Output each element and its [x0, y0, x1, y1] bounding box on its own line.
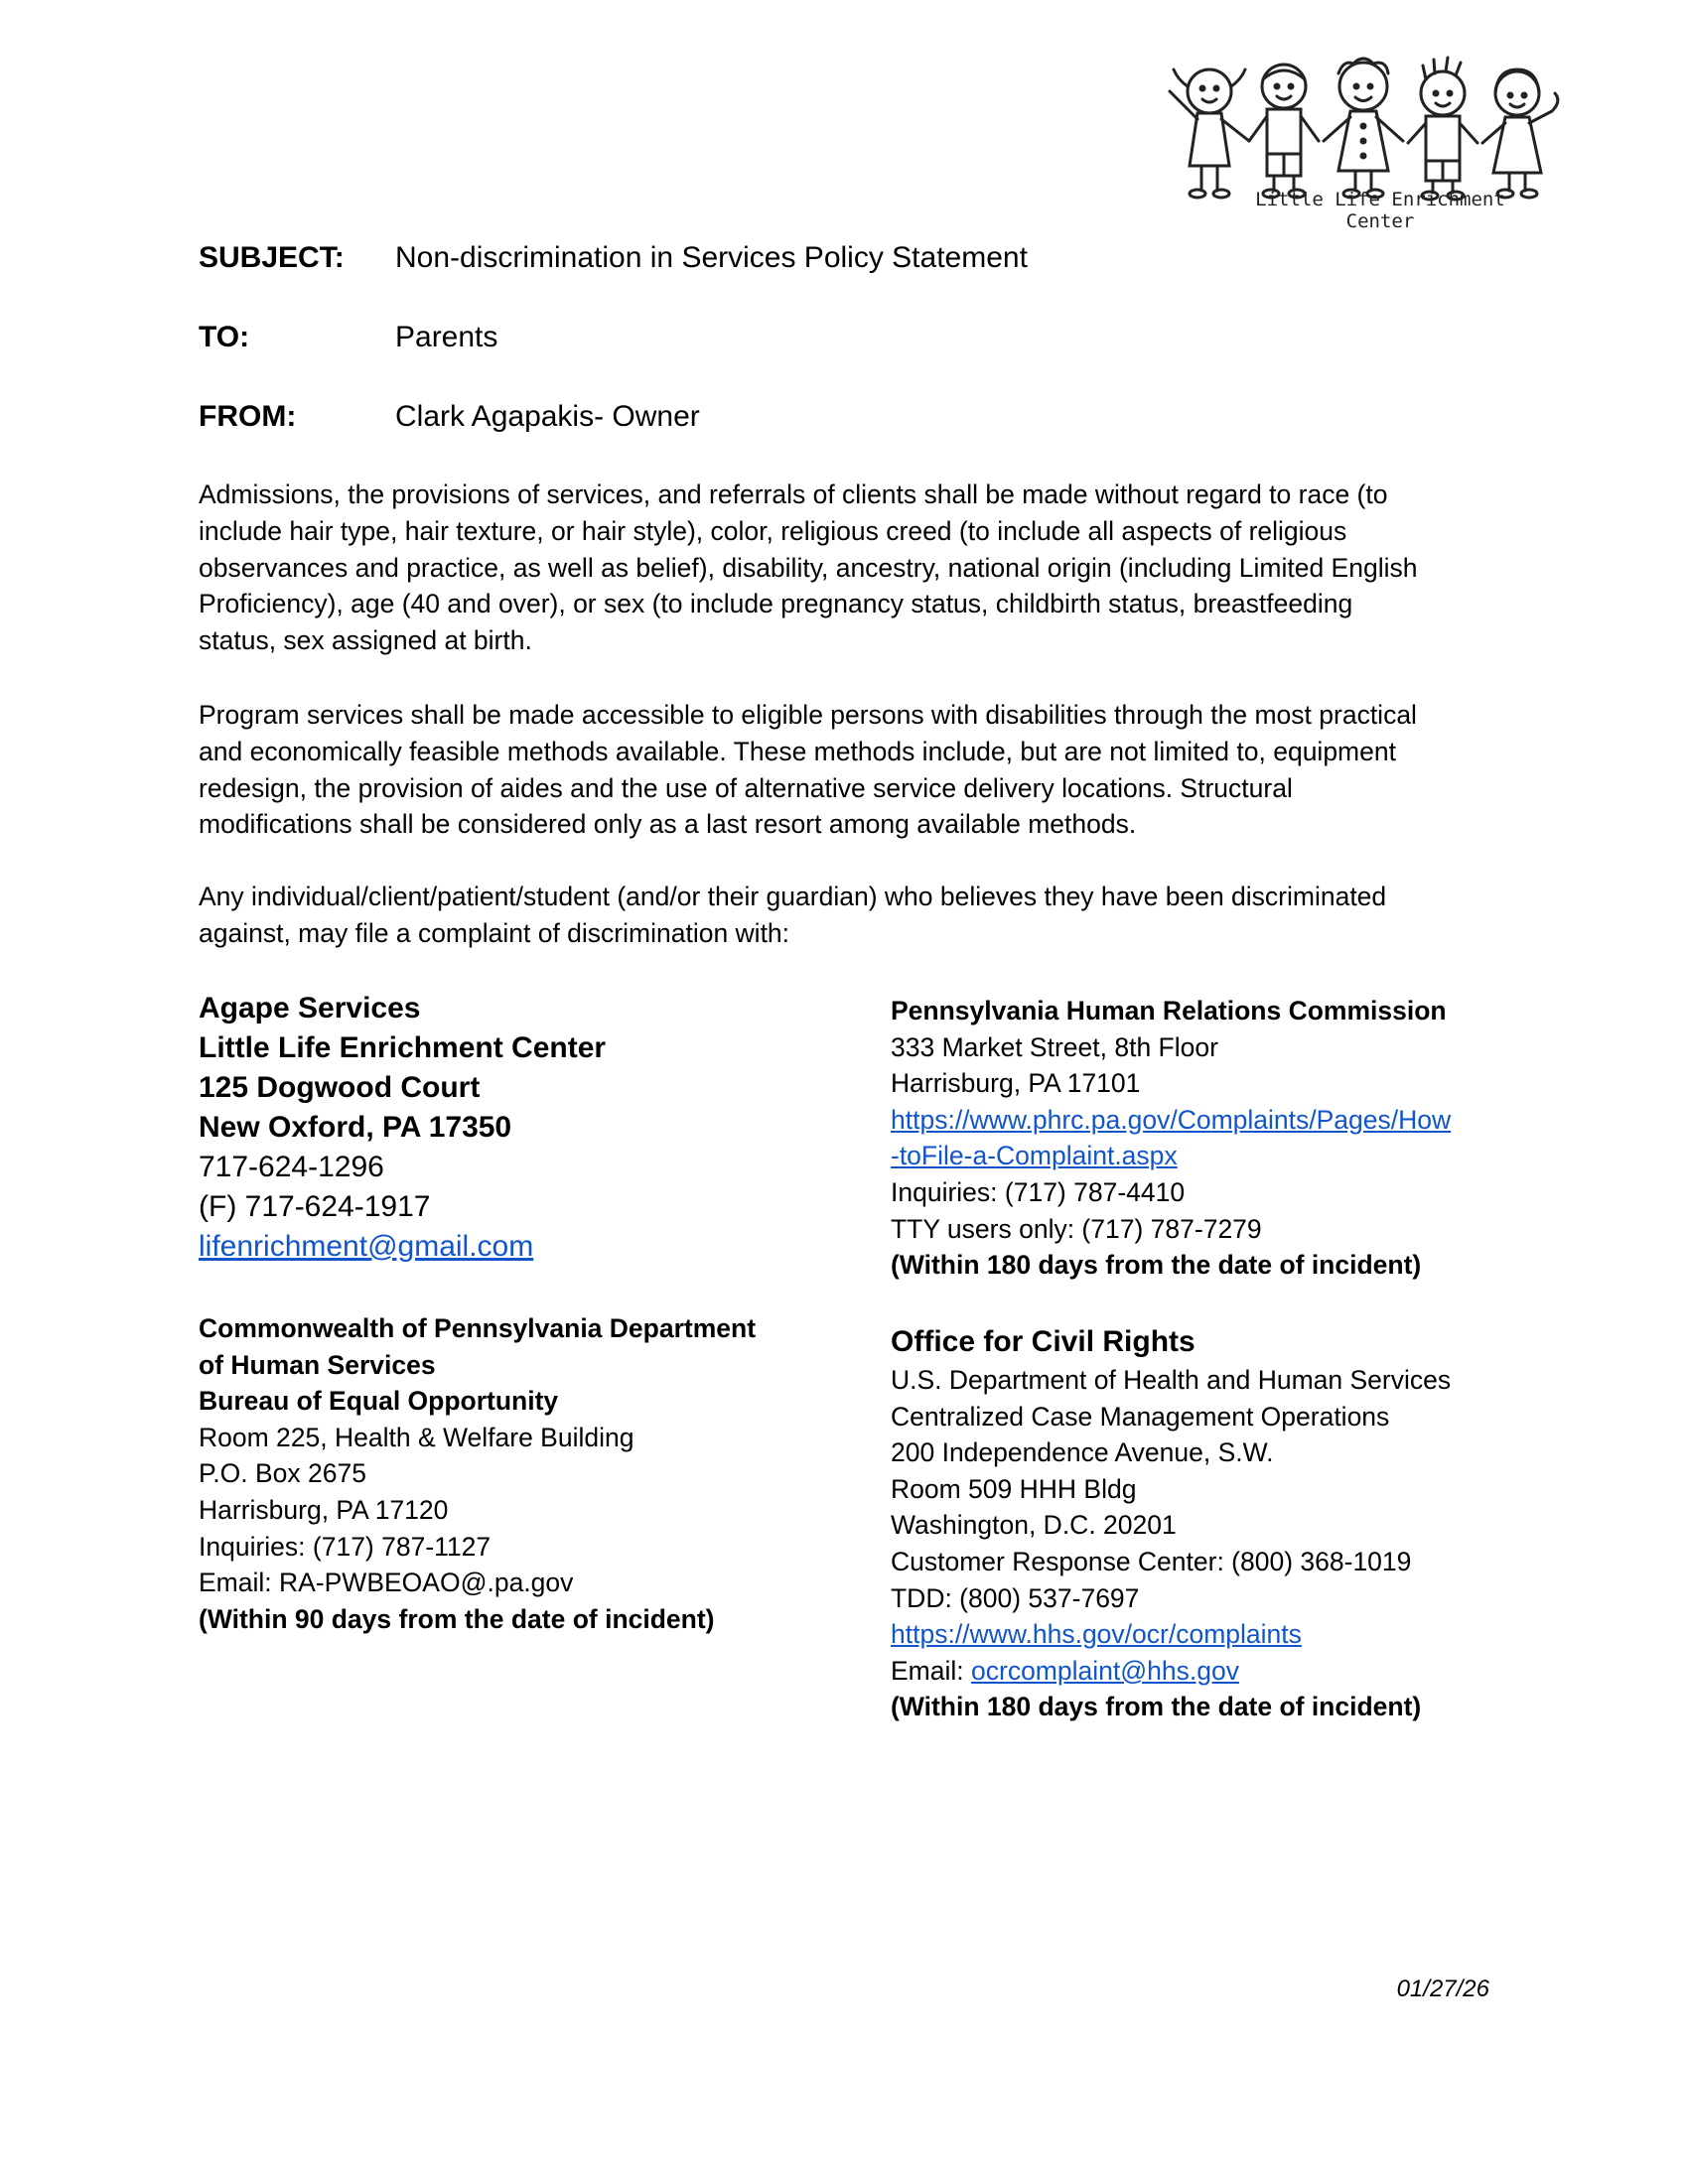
dhs-bureau: Bureau of Equal Opportunity	[199, 1386, 559, 1417]
document-date: 01/27/26	[1396, 1976, 1489, 2002]
dhs-email: Email: RA-PWBEOAO@.pa.gov	[199, 1568, 574, 1598]
subject-label: SUBJECT:	[199, 241, 345, 274]
ocr-crc: Customer Response Center: (800) 368-1019	[891, 1546, 1412, 1576]
phrc-contact-block	[891, 993, 1451, 1284]
agape-center: Little Life Enrichment Center	[199, 1031, 607, 1064]
phrc-complaint-link[interactable]: https://www.phrc.pa.gov/Complaints/Pages/How	[891, 1104, 1452, 1135]
to-value: Parents	[395, 321, 498, 353]
subject-value: Non-discrimination in Services Policy Statement	[395, 241, 1028, 274]
phrc-city: Harrisburg, PA 17101	[891, 1068, 1141, 1099]
policy-paragraph-2	[199, 697, 1489, 843]
phrc-inquiries: Inquiries: (717) 787-4410	[891, 1176, 1186, 1207]
paragraph-line: Any individual/client/patient/student (and/or their guardian) who believes they have been discriminated	[199, 882, 1387, 911]
ocr-complaints-link[interactable]: https://www.hhs.gov/ocr/complaints	[891, 1619, 1302, 1650]
phrc-deadline: (Within 180 days from the date of incident)	[891, 1250, 1422, 1281]
ocr-room: Room 509 HHH Bldg	[891, 1473, 1137, 1504]
paragraph-line: Admissions, the provisions of services, and referrals of clients shall be made without regard to race (to	[199, 479, 1388, 509]
paragraph-line: observances and practice, as well as belief), disability, ancestry, national origin (including Limited English	[199, 552, 1418, 583]
dhs-name: Commonwealth of Pennsylvania Department	[199, 1313, 757, 1343]
from-label: FROM:	[199, 400, 297, 433]
agape-phone: 717-624-1296	[199, 1151, 384, 1183]
phrc-complaint-link-cont[interactable]: -toFile-a-Complaint.aspx	[891, 1141, 1178, 1171]
dhs-deadline: (Within 90 days from the date of incident)	[199, 1603, 715, 1634]
ocr-email-label: Email:	[891, 1655, 971, 1686]
paragraph-line: redesign, the provision of aides and the use of alternative service delivery locations. Structural	[199, 772, 1293, 803]
dhs-contact-block	[199, 1310, 756, 1637]
to-label: TO:	[199, 321, 250, 353]
paragraph-line: include hair type, hair texture, or hair style), color, religious creed (to include all aspects of religious	[199, 515, 1347, 546]
phrc-name: Pennsylvania Human Relations Commission	[891, 996, 1447, 1025]
dhs-po-box: P.O. Box 2675	[199, 1458, 366, 1489]
policy-paragraph-1	[199, 477, 1489, 659]
phrc-tty: TTY users only: (717) 787-7279	[891, 1213, 1262, 1244]
ocr-contact-block	[891, 1322, 1451, 1725]
ocr-tdd: TDD: (800) 537-7697	[891, 1582, 1140, 1613]
paragraph-line: modifications shall be considered only as a last resort among available methods.	[199, 809, 1137, 840]
logo-caption: Little Life Enrichment Center	[1255, 189, 1505, 232]
dhs-name-cont: of Human Services	[199, 1349, 436, 1380]
paragraph-line: status, sex assigned at birth.	[199, 625, 532, 656]
agape-contact-block	[199, 989, 606, 1267]
agape-email-link[interactable]: lifenrichment@gmail.com	[199, 1230, 534, 1263]
dhs-room: Room 225, Health & Welfare Building	[199, 1422, 634, 1452]
paragraph-line: Program services shall be made accessible to eligible persons with disabilities through the most practical	[199, 700, 1417, 730]
ocr-dept: U.S. Department of Health and Human Services	[891, 1365, 1452, 1395]
agape-name: Agape Services	[199, 992, 421, 1024]
ocr-deadline: (Within 180 days from the date of incident)	[891, 1692, 1422, 1722]
dhs-inquiries: Inquiries: (717) 787-1127	[199, 1531, 492, 1562]
ocr-email-link[interactable]: ocrcomplaint@hhs.gov	[971, 1655, 1239, 1686]
paragraph-line: and economically feasible methods available. These methods include, but are not limited to, equipment	[199, 736, 1396, 766]
dhs-city: Harrisburg, PA 17120	[199, 1494, 449, 1525]
from-value: Clark Agapakis- Owner	[395, 400, 700, 433]
ocr-title: Office for Civil Rights	[891, 1325, 1196, 1358]
agape-fax: (F) 717-624-1917	[199, 1190, 431, 1223]
paragraph-line: against, may file a complaint of discrimination with:	[199, 917, 790, 948]
agape-city: New Oxford, PA 17350	[199, 1111, 512, 1144]
ocr-email-row	[891, 1653, 1451, 1690]
ocr-street: 200 Independence Avenue, S.W.	[891, 1437, 1274, 1468]
agape-street: 125 Dogwood Court	[199, 1071, 481, 1104]
ocr-city: Washington, D.C. 20201	[891, 1510, 1177, 1541]
phrc-street: 333 Market Street, 8th Floor	[891, 1031, 1218, 1062]
ocr-ops: Centralized Case Management Operations	[891, 1401, 1390, 1432]
policy-paragraph-3	[199, 879, 1489, 952]
paragraph-line: Proficiency), age (40 and over), or sex (to include pregnancy status, childbirth status, breastfeeding	[199, 589, 1353, 619]
